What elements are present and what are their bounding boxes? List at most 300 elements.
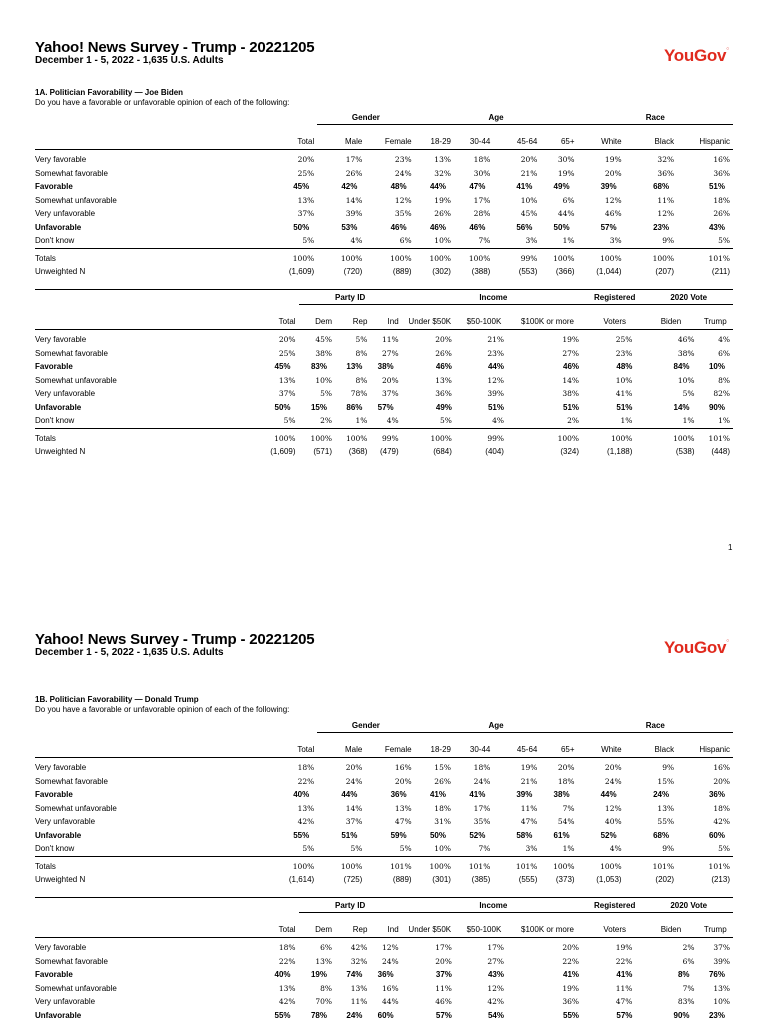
cell-value: 82% <box>713 389 730 399</box>
column-header: Dem <box>315 317 332 326</box>
group-header-spacer <box>35 898 299 913</box>
totals-value: 99% <box>487 433 504 443</box>
cell-value: 38% <box>562 389 580 399</box>
cell-value: 14% <box>562 375 580 385</box>
cell-value: 20% <box>345 763 363 773</box>
group-header: 2020 Vote <box>644 898 733 913</box>
cell-value: 23% <box>487 348 504 358</box>
totals-value: (324) <box>560 447 580 457</box>
cell-value: 20% <box>604 168 622 178</box>
logo-text: YouGov <box>664 46 727 65</box>
group-header: Gender <box>317 110 414 125</box>
cell-value: 5% <box>302 844 315 854</box>
cell-value: 23% <box>653 222 670 232</box>
cell-value: 37% <box>435 970 452 980</box>
cell-value: 36% <box>657 168 675 178</box>
cell-value: 43% <box>708 222 725 232</box>
cell-value: 46% <box>563 362 580 372</box>
totals-value: 100% <box>429 861 451 871</box>
totals-value: 100% <box>310 433 332 443</box>
table-row <box>35 180 733 194</box>
cell-value: 23% <box>708 1010 725 1020</box>
totals-value: 99% <box>520 253 538 263</box>
cell-value: 1% <box>620 416 633 426</box>
cell-value: 12% <box>381 943 399 953</box>
totals-value: (571) <box>313 447 332 457</box>
cell-value: 17% <box>435 943 452 953</box>
cell-value: 5% <box>320 389 332 399</box>
cell-value: 41% <box>616 970 633 980</box>
totals-value: (1,614) <box>288 875 315 885</box>
totals-value: (553) <box>518 267 538 277</box>
group-header: Party ID <box>299 898 402 913</box>
cell-value: 61% <box>553 830 570 840</box>
cell-value: 22% <box>562 956 580 966</box>
cell-value: 36% <box>562 997 580 1007</box>
column-header: Male <box>345 137 363 146</box>
cell-value: 7% <box>478 236 491 246</box>
cell-value: 24% <box>346 1010 363 1020</box>
cell-value: 3% <box>609 236 622 246</box>
column-header: Female <box>384 137 412 146</box>
table-row <box>35 995 733 1009</box>
cell-value: 45% <box>315 335 332 345</box>
totals-value: 100% <box>553 861 575 871</box>
row-label: Don't know <box>35 844 75 854</box>
cell-value: 9% <box>662 763 675 773</box>
cell-value: 41% <box>429 790 446 800</box>
totals-value: 100% <box>340 253 363 263</box>
cell-value: 24% <box>381 956 399 966</box>
table-row <box>35 938 733 955</box>
totals-value: (388) <box>471 267 491 277</box>
totals-label: Unweighted N <box>35 447 86 457</box>
cell-value: 46% <box>435 362 452 372</box>
cell-value: 27% <box>381 348 399 358</box>
group-header: Gender <box>317 718 414 733</box>
cell-value: 13% <box>394 803 412 813</box>
totals-value: (207) <box>655 267 675 277</box>
table-row <box>35 374 733 388</box>
cell-value: 57% <box>377 402 394 412</box>
cell-value: 39% <box>516 790 533 800</box>
cell-value: 20% <box>557 763 575 773</box>
cell-value: 14% <box>345 195 363 205</box>
cell-value: 19% <box>434 195 451 205</box>
cell-value: 6% <box>718 348 730 358</box>
column-header: Total <box>297 745 315 754</box>
row-label: Unfavorable <box>35 1010 82 1020</box>
cell-value: 26% <box>713 209 730 219</box>
group-header-spacer <box>35 718 317 733</box>
cell-value: 44% <box>557 209 575 219</box>
column-header-spacer <box>35 125 270 150</box>
cell-value: 2% <box>567 416 580 426</box>
totals-value: (889) <box>392 875 412 885</box>
cell-value: 52% <box>469 830 486 840</box>
cell-value: 3% <box>525 844 538 854</box>
column-header: Trump <box>703 317 727 326</box>
cell-value: 46% <box>429 222 446 232</box>
table-row <box>35 387 733 401</box>
totals-value: (211) <box>711 267 730 277</box>
row-label: Unfavorable <box>35 222 82 232</box>
row-label: Very favorable <box>35 763 87 773</box>
cell-value: 31% <box>434 817 451 827</box>
column-header: 18-29 <box>430 745 451 754</box>
cell-value: 86% <box>346 402 363 412</box>
cell-value: 24% <box>394 168 412 178</box>
cell-value: 51% <box>708 182 725 192</box>
column-header: Ind <box>387 317 399 326</box>
cell-value: 54% <box>557 817 575 827</box>
group-header: Party ID <box>299 290 402 305</box>
row-label: Somewhat favorable <box>35 348 108 358</box>
cell-value: 5% <box>440 416 452 426</box>
group-header-row <box>35 110 733 125</box>
totals-value: (889) <box>392 267 412 277</box>
cell-value: 16% <box>713 763 730 773</box>
totals-value: 100% <box>600 861 622 871</box>
group-header: Age <box>415 718 578 733</box>
table-row <box>35 815 733 829</box>
question-text: Do you have a favorable or unfavorable opinion of each of the following: <box>35 705 290 714</box>
crosstab-table <box>35 110 733 279</box>
cell-value: 15% <box>657 776 675 786</box>
table-row <box>35 788 733 802</box>
cell-value: 42% <box>297 817 315 827</box>
totals-row <box>35 428 733 445</box>
cell-value: 30% <box>557 155 575 165</box>
cell-value: 18% <box>473 155 491 165</box>
cell-value: 10% <box>677 375 695 385</box>
cell-value: 11% <box>615 983 633 993</box>
row-label: Favorable <box>35 970 73 980</box>
cell-value: 12% <box>487 983 504 993</box>
cell-value: 47% <box>469 182 486 192</box>
cell-value: 50% <box>293 222 310 232</box>
column-header: Under $50K <box>408 925 452 934</box>
totals-value: (1,609) <box>288 267 315 277</box>
row-label: Very favorable <box>35 943 87 953</box>
totals-value: 100% <box>610 433 633 443</box>
totals-value: 100% <box>430 433 452 443</box>
row-label: Somewhat favorable <box>35 776 108 786</box>
totals-value: (202) <box>655 875 675 885</box>
cell-value: 48% <box>616 362 633 372</box>
cell-value: 20% <box>394 776 412 786</box>
totals-row <box>35 248 733 265</box>
totals-value: (1,609) <box>270 447 296 457</box>
cell-value: 9% <box>662 844 675 854</box>
cell-value: 45% <box>293 182 310 192</box>
totals-value: 101% <box>515 861 538 871</box>
column-header: Black <box>654 745 675 754</box>
table-row <box>35 1009 733 1023</box>
cell-value: 41% <box>469 790 486 800</box>
cell-value: 57% <box>435 1010 452 1020</box>
cell-value: 52% <box>600 830 617 840</box>
cell-value: 20% <box>604 763 622 773</box>
cell-value: 21% <box>487 335 504 345</box>
cell-value: 13% <box>434 155 451 165</box>
cell-value: 26% <box>434 776 451 786</box>
totals-row <box>35 445 733 459</box>
cell-value: 44% <box>341 790 358 800</box>
cell-value: 90% <box>673 1010 690 1020</box>
cell-value: 46% <box>677 335 695 345</box>
cell-value: 12% <box>604 195 622 205</box>
cell-value: 41% <box>615 389 633 399</box>
cell-value: 10% <box>434 844 451 854</box>
page-number: 1 <box>728 543 733 552</box>
cell-value: 5% <box>302 236 315 246</box>
totals-value: 100% <box>600 253 622 263</box>
cell-value: 51% <box>487 402 504 412</box>
cell-value: 51% <box>616 402 633 412</box>
cell-value: 50% <box>429 830 446 840</box>
cell-value: 16% <box>381 983 399 993</box>
row-label: Somewhat unfavorable <box>35 375 117 385</box>
cell-value: 1% <box>355 416 368 426</box>
cell-value: 10% <box>615 375 633 385</box>
cell-value: 36% <box>390 790 407 800</box>
crosstab-table <box>35 897 733 1022</box>
totals-value: (1,188) <box>607 447 633 457</box>
cell-value: 13% <box>435 375 452 385</box>
totals-value: (301) <box>432 875 451 885</box>
group-header: Income <box>402 290 585 305</box>
cell-value: 46% <box>604 209 622 219</box>
cell-value: 36% <box>435 389 452 399</box>
cell-value: 19% <box>615 943 633 953</box>
cell-value: 5% <box>682 389 695 399</box>
totals-value: (1,044) <box>596 267 622 277</box>
cell-value: 14% <box>673 402 690 412</box>
totals-value: (720) <box>343 267 363 277</box>
totals-value: 100% <box>468 253 491 263</box>
column-header-row <box>35 913 733 938</box>
cell-value: 37% <box>713 943 730 953</box>
totals-label: Unweighted N <box>35 875 86 885</box>
cell-value: 4% <box>386 416 399 426</box>
cell-value: 37% <box>278 389 296 399</box>
cell-value: 40% <box>604 817 622 827</box>
column-header-spacer <box>35 733 270 758</box>
cell-value: 24% <box>473 776 491 786</box>
column-header: 65+ <box>560 137 575 146</box>
table-row <box>35 829 733 843</box>
column-header: 45-64 <box>516 745 538 754</box>
cell-value: 14% <box>345 803 363 813</box>
cell-value: 1% <box>682 416 695 426</box>
cell-value: 8% <box>355 375 368 385</box>
cell-value: 40% <box>274 970 291 980</box>
report-subtitle: December 1 - 5, 2022 - 1,635 U.S. Adults <box>35 647 224 658</box>
row-label: Don't know <box>35 236 75 246</box>
table-row <box>35 234 733 248</box>
cell-value: 13% <box>350 983 368 993</box>
cell-value: 47% <box>615 997 633 1007</box>
group-header-row <box>35 290 733 305</box>
cell-value: 58% <box>516 830 533 840</box>
cell-value: 83% <box>677 997 695 1007</box>
cell-value: 20% <box>278 335 296 345</box>
totals-value: 101% <box>652 861 675 871</box>
cell-value: 2% <box>682 943 695 953</box>
cell-value: 25% <box>278 348 296 358</box>
table-row <box>35 194 733 208</box>
cell-value: 44% <box>600 790 617 800</box>
column-header-spacer <box>35 305 259 330</box>
row-label: Very favorable <box>35 155 87 165</box>
totals-value: 100% <box>673 433 695 443</box>
cell-value: 11% <box>657 195 675 205</box>
column-header: $100K or more <box>521 317 574 326</box>
cell-value: 49% <box>553 182 570 192</box>
cell-value: 10% <box>520 195 538 205</box>
cell-value: 13% <box>297 195 315 205</box>
column-header: Trump <box>703 925 727 934</box>
cell-value: 70% <box>315 997 332 1007</box>
totals-value: (479) <box>379 447 399 457</box>
crosstab-table <box>35 718 733 887</box>
cell-value: 37% <box>297 209 315 219</box>
table-row <box>35 842 733 856</box>
row-label: Somewhat unfavorable <box>35 195 117 205</box>
column-header: Ind <box>387 925 399 934</box>
cell-value: 44% <box>487 362 504 372</box>
crosstab-table <box>35 289 733 459</box>
cell-value: 10% <box>713 997 730 1007</box>
cell-value: 55% <box>293 830 310 840</box>
totals-label: Totals <box>35 861 56 871</box>
row-label: Very favorable <box>35 335 87 345</box>
table-row <box>35 221 733 235</box>
cell-value: 37% <box>345 817 363 827</box>
cell-value: 13% <box>278 375 296 385</box>
cell-value: 15% <box>310 402 327 412</box>
cell-value: 13% <box>346 362 363 372</box>
cell-value: 59% <box>390 830 407 840</box>
group-header-spacer <box>35 290 299 305</box>
totals-value: (368) <box>348 447 368 457</box>
cell-value: 13% <box>315 956 332 966</box>
cell-value: 41% <box>563 970 580 980</box>
cell-value: 6% <box>399 236 412 246</box>
totals-row <box>35 856 733 873</box>
yougov-logo: YouGov○ <box>664 638 729 657</box>
cell-value: 32% <box>434 168 451 178</box>
column-header: Under $50K <box>408 317 452 326</box>
column-header: Total <box>278 925 296 934</box>
cell-value: 42% <box>713 817 730 827</box>
column-header: Female <box>384 745 412 754</box>
cell-value: 16% <box>394 763 412 773</box>
cell-value: 20% <box>520 155 538 165</box>
cell-value: 46% <box>469 222 486 232</box>
table-row <box>35 775 733 789</box>
cell-value: 18% <box>473 763 491 773</box>
totals-value: (366) <box>555 267 575 277</box>
cell-value: 8% <box>677 970 690 980</box>
table-row <box>35 150 733 167</box>
cell-value: 26% <box>435 348 452 358</box>
totals-value: (385) <box>471 875 491 885</box>
cell-value: 4% <box>350 236 363 246</box>
cell-value: 50% <box>274 402 291 412</box>
cell-value: 11% <box>350 997 368 1007</box>
column-header: 65+ <box>560 745 575 754</box>
cell-value: 39% <box>713 956 730 966</box>
row-label: Somewhat favorable <box>35 168 108 178</box>
cell-value: 26% <box>434 209 451 219</box>
totals-value: 100% <box>345 433 368 443</box>
column-header: Total <box>297 137 315 146</box>
cell-value: 20% <box>297 155 315 165</box>
row-label: Somewhat unfavorable <box>35 983 117 993</box>
column-header: Total <box>278 317 296 326</box>
cell-value: 21% <box>520 776 538 786</box>
cell-value: 18% <box>278 943 296 953</box>
table-row <box>35 968 733 982</box>
question-title: 1B. Politician Favorability — Donald Trump <box>35 695 199 704</box>
table-row <box>35 330 733 347</box>
cell-value: 42% <box>341 182 358 192</box>
table-row <box>35 167 733 181</box>
cell-value: 23% <box>615 348 633 358</box>
row-label: Very unfavorable <box>35 817 96 827</box>
column-header: Biden <box>660 317 682 326</box>
group-header: Registered <box>585 290 644 305</box>
report-title: Yahoo! News Survey - Trump - 20221205 <box>35 39 315 56</box>
cell-value: 47% <box>394 817 412 827</box>
cell-value: 32% <box>350 956 368 966</box>
cell-value: 45% <box>520 209 538 219</box>
table-row <box>35 955 733 969</box>
cell-value: 6% <box>562 195 575 205</box>
table-row <box>35 401 733 415</box>
cell-value: 10% <box>708 362 725 372</box>
cell-value: 5% <box>283 416 296 426</box>
report-subtitle: December 1 - 5, 2022 - 1,635 U.S. Adults <box>35 55 224 66</box>
cell-value: 13% <box>278 983 296 993</box>
cell-value: 24% <box>604 776 622 786</box>
cell-value: 47% <box>520 817 538 827</box>
cell-value: 12% <box>394 195 412 205</box>
cell-value: 25% <box>615 335 633 345</box>
cell-value: 36% <box>713 168 730 178</box>
cell-value: 53% <box>341 222 358 232</box>
cell-value: 84% <box>673 362 690 372</box>
cell-value: 22% <box>615 956 633 966</box>
cell-value: 18% <box>713 803 730 813</box>
cell-value: 60% <box>377 1010 394 1020</box>
totals-value: (448) <box>711 447 730 457</box>
totals-value: (538) <box>675 447 695 457</box>
totals-value: 100% <box>340 861 363 871</box>
column-header: $100K or more <box>521 925 574 934</box>
cell-value: 4% <box>609 844 622 854</box>
cell-value: 42% <box>278 997 296 1007</box>
cell-value: 27% <box>562 348 580 358</box>
cell-value: 20% <box>435 956 452 966</box>
cell-value: 78% <box>310 1010 327 1020</box>
cell-value: 55% <box>274 1010 291 1020</box>
column-header: White <box>601 137 622 146</box>
table-row <box>35 982 733 996</box>
cell-value: 60% <box>708 830 725 840</box>
